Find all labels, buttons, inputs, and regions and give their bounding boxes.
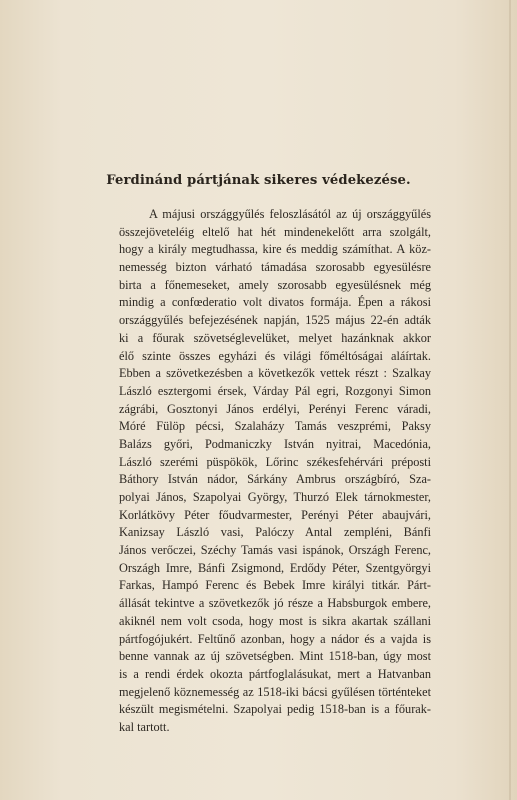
text-line: Kanizsay László vasi, Palóczy Antal zempléni, Bánfi — [119, 525, 431, 540]
text-line: pártfogójukért. Feltűnő azonban, hogy a nádor és a vajda is — [119, 631, 431, 646]
text-line: polyai János, Szapolyai György, Thurzó Elek tárnokmester, — [119, 490, 431, 504]
text-line: ki a főurak szövetséglevelüket, melyet hazánknak akkor — [119, 330, 431, 345]
text-line: készült megismételni. Szapolyai pedig 1518-ban is a főurak- — [119, 702, 431, 717]
text-line: Farkas, Hampó Ferenc és Bebek Imre királyi titkár. Párt- — [119, 578, 431, 593]
text-line: megjelenő köznemesség az 1518-iki bácsi gyűlésen történteket — [119, 684, 431, 699]
text-line: János verőczei, Széchy Tamás vasi ispánok, Országh Ferenc, — [119, 543, 431, 558]
text-line: élő szinte összes egyházi és világi főméltóságai aláírtak. — [119, 348, 431, 363]
text-line: Móré Fülöp pécsi, Szalaházy Tamás veszprémi, Paksy — [119, 419, 431, 434]
text-line: nemesség bizton várható támadása szorosabb egyesülésre — [119, 260, 431, 275]
text-line: Báthory István nádor, Sárkány Ambrus országbíró, Sza- — [119, 472, 431, 487]
text-line: Országh Imre, Bánfi Zsigmond, Erdődy Péter, Szentgyörgyi — [119, 560, 431, 575]
chapter-title: Ferdinánd pártjának sikeres védekezése. — [106, 173, 411, 188]
text-line: zágrábi, Gosztonyi János erdélyi, Perényi Ferenc váradi, — [119, 401, 431, 416]
page-edge-shadow — [509, 0, 511, 800]
text-line: hogy a király megtudhassa, kire és meddig számíthat. A köz- — [119, 242, 431, 257]
text-line: összejöveteléig eltelő hat hét mindenekelőtt arra szolgált, — [119, 224, 431, 239]
text-line: is a rendi érdek okozta pártfoglalásukat, mert a Hatvanban — [119, 666, 431, 681]
text-line: Ebben a szövetkezésben a következők vettek részt : Szalkay — [119, 366, 431, 381]
text-line: mindig a confœderatio volt divatos formája. Épen a rákosi — [119, 295, 431, 310]
text-line: akiknél nem volt csoda, hogy most is sikra akartak szállani — [119, 613, 431, 628]
text-line: országgyűlés befejezésének napján, 1525 május 22-én adták — [119, 313, 431, 328]
text-line: Korlátkövy Péter főudvarmester, Perényi Péter abaujvári, — [119, 507, 431, 522]
body-text — [119, 206, 431, 737]
text-line: László esztergomi érsek, Várday Pál egri, Rozgonyi Simon — [119, 383, 431, 398]
text-line: benne vannak az új szövetségben. Mint 1518-ban, úgy most — [119, 649, 431, 664]
text-line: birta a főnemeseket, amely szorosabb egyesülésnek még — [119, 277, 431, 292]
text-line: A májusi országgyűlés feloszlásától az új országgyűlés — [149, 207, 431, 221]
text-line: László szerémi püspökök, Lőrinc székesfehérvári préposti — [119, 454, 431, 469]
text-line: állását tekintve a szövetkezők jó része a Habsburgok embere, — [119, 596, 431, 611]
text-line: kal tartott. — [119, 719, 170, 734]
text-line: Balázs győri, Podmaniczky István nyitrai, Macedónia, — [119, 436, 431, 451]
